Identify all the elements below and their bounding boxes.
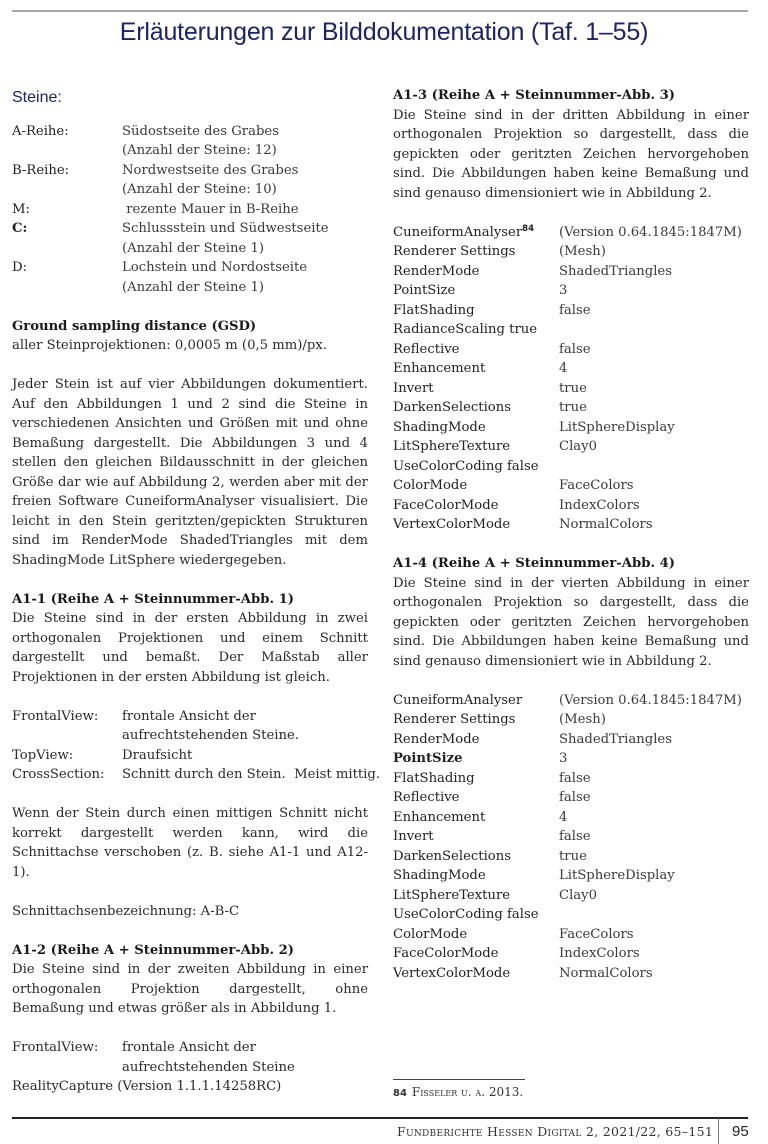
settings-list-a1-4 <box>393 691 749 984</box>
setting-key: VertexColorMode <box>393 965 511 981</box>
setting-key: FlatShading <box>393 770 475 786</box>
setting-value: (Mesh) <box>559 244 606 259</box>
setting-key: FaceColorMode <box>393 497 499 513</box>
view-def: frontale Ansicht der aufrechtstehenden Steine. <box>122 708 299 743</box>
setting-key: Reflective <box>393 341 460 357</box>
top-rule <box>12 10 748 12</box>
setting-key: PointSize <box>393 283 456 298</box>
axis-label: Schnittachsenbezeichnung: A-B-C <box>12 903 240 919</box>
setting-key: LitSphereTexture <box>393 439 511 454</box>
setting-value: 4 <box>559 361 568 376</box>
setting-key: ColorMode <box>393 926 468 942</box>
setting-key: RenderMode <box>393 263 480 279</box>
footnote-text: Fisseler u. a. 2013. <box>411 1085 524 1099</box>
setting-value: NormalColors <box>559 517 653 532</box>
setting-value: true <box>559 400 587 415</box>
footnote-rule <box>393 1079 525 1080</box>
setting-value: FaceColors <box>559 478 634 493</box>
section-text-a1-2: Die Steine sind in der zweiten Abbildung in einer orthogonalen Projektion dargestellt, ohne Bemaßung und etwas größer als in Abbildung 1. <box>12 962 368 1016</box>
section-text-a1-4: Die Steine sind in der vierten Abbildung in einer orthogonalen Projektion so dargestellt, dass die gepickten oder geritzten Zeichen hervorgehoben sind. Die Abbildungen haben keine Bemaßung und sind genauso dimensioniert wie in Abbildung 2. <box>393 575 749 669</box>
view-term: CrossSection: <box>12 767 105 782</box>
setting-value: (Version 0.64.1845:1847M) <box>559 224 742 240</box>
setting-key: CuneiformAnalyser <box>393 692 523 708</box>
section-heading-a1-2: A1-2 (Reihe A + Steinnummer-Abb. 2) <box>12 942 295 958</box>
setting-value: IndexColors <box>559 946 640 961</box>
setting-value: (Version 0.64.1845:1847M) <box>559 692 742 708</box>
steine-def: Südostseite des Grabes (Anzahl der Steine: 12) <box>122 123 279 158</box>
setting-value: 3 <box>559 751 568 766</box>
page-title: Erläuterungen zur Bilddokumentation (Taf. 1–55) <box>119 18 649 46</box>
right-column <box>393 86 749 983</box>
steine-list <box>12 122 368 298</box>
steine-def: Schlussstein und Südwestseite (Anzahl der Steine 1) <box>122 221 329 256</box>
setting-key: ShadingMode <box>393 419 486 435</box>
page-number: 95 <box>732 1123 749 1140</box>
setting-key: DarkenSelections <box>393 400 511 415</box>
setting-value: false <box>559 302 591 318</box>
setting-key: Reflective <box>393 790 460 805</box>
setting-value: false <box>559 829 591 844</box>
setting-key: FlatShading <box>393 302 475 318</box>
setting-key: Enhancement <box>393 361 486 376</box>
setting-key: UseColorCoding false <box>393 907 539 922</box>
setting-value: 3 <box>559 283 568 298</box>
steine-def: rezente Mauer in B-Reihe <box>122 201 299 217</box>
steine-term: A-Reihe: <box>12 123 69 139</box>
settings-list-a1-3 <box>393 223 749 535</box>
section-text-a1-1: Die Steine sind in der ersten Abbildung in zwei orthogonalen Projektionen und einem Schnitt dargestellt und bemaßt. Der Maßstab aller Projektionen in der ersten Abbildung ist gleich. <box>12 611 368 685</box>
setting-key: Invert <box>393 829 434 844</box>
view-term: FrontalView: <box>12 708 99 724</box>
setting-value: NormalColors <box>559 965 653 981</box>
setting-key: RenderMode <box>393 731 480 747</box>
setting-value: ShadedTriangles <box>559 731 672 747</box>
footer-journal: Fundberichte Hessen Digital 2, 2021/22, 65–151 <box>397 1124 714 1139</box>
gsd-heading: Ground sampling distance (GSD) <box>12 318 257 334</box>
section-heading-a1-4: A1-4 (Reihe A + Steinnummer-Abb. 4) <box>393 556 676 571</box>
setting-key: Renderer Settings <box>393 712 516 727</box>
steine-def: Lochstein und Nordostseite (Anzahl der Steine 1) <box>122 260 308 295</box>
setting-key: Renderer Settings <box>393 244 516 259</box>
footer-separator <box>718 1118 719 1144</box>
setting-key: CuneiformAnalyser$^{84}$ <box>393 223 534 240</box>
section-text-a1-3: Die Steine sind in der dritten Abbildung in einer orthogonalen Projektion so dargestellt, dass die gepickten oder geritzten Zeichen hervorgehoben sind. Die Abbildungen haben keine Bemaßung und sind genauso dimensioniert wie in Abbildung 2. <box>393 107 749 201</box>
left-column <box>12 86 381 1097</box>
section-heading-a1-3: A1-3 (Reihe A + Steinnummer-Abb. 3) <box>393 88 676 103</box>
setting-value: true <box>559 848 587 864</box>
view-def: Schnitt durch den Stein. Meist mittig. <box>122 767 381 782</box>
view-def: frontale Ansicht der aufrechtstehenden Steine <box>122 1040 295 1075</box>
view-term: TopView: <box>12 747 74 763</box>
setting-key: ColorMode <box>393 478 468 493</box>
setting-key: FaceColorMode <box>393 946 499 961</box>
setting-value: Clay0 <box>559 439 598 454</box>
setting-value: Clay0 <box>559 887 598 903</box>
footnote-ref[interactable]: 84 <box>522 223 534 234</box>
setting-value: ShadedTriangles <box>559 263 672 279</box>
setting-value: FaceColors <box>559 926 634 942</box>
setting-key: LitSphereTexture <box>393 887 511 903</box>
setting-value: false <box>559 790 591 805</box>
setting-key: VertexColorMode <box>393 517 511 532</box>
setting-value: LitSphereDisplay <box>559 419 675 435</box>
setting-value: 4 <box>559 809 568 825</box>
steine-term: M: <box>12 201 30 217</box>
footer-rule <box>12 1117 748 1119</box>
setting-value: (Mesh) <box>559 712 606 727</box>
view-term: FrontalView: <box>12 1040 99 1055</box>
setting-value: true <box>559 380 587 396</box>
views-list-a1-1 <box>12 707 381 785</box>
section-note-a1-1: Wenn der Stein durch einen mittigen Schnitt nicht korrekt dargestellt werden kann, wird die Schnittachse verschoben (z. B. siehe A1-1 und A12-1). <box>12 806 368 880</box>
intro-paragraph: Jeder Stein ist auf vier Abbildungen dokumentiert. Auf den Abbildungen 1 und 2 sind die Steine in verschiedenen Ansichten und Größen mit und ohne Bemaßung dargestellt. Die Abbildungen 3 und 4 stellen den gleichen Bildausschnitt in der gleichen Größe dar wie auf Abbildung 2, werden aber mit der freien Software CuneiformAnalyser visualisiert. Die leicht in den Stein geritzten/gepickten Strukturen sind im RenderMode ShadedTriangles mit dem ShadingMode LitSphere wiedergegeben. <box>12 377 368 568</box>
setting-key: Enhancement <box>393 809 486 825</box>
setting-value: false <box>559 770 591 786</box>
footnote-number: 84 <box>393 1088 407 1099</box>
steine-term: B-Reihe: <box>12 162 70 178</box>
setting-value: LitSphereDisplay <box>559 868 675 883</box>
setting-value: IndexColors <box>559 497 640 513</box>
gsd-text: aller Steinprojektionen: 0,0005 m (0,5 mm)/px. <box>12 338 327 353</box>
software-line: RealityCapture (Version 1.1.1.14258RC) <box>12 1079 282 1094</box>
steine-term: C: <box>12 221 28 236</box>
steine-term: D: <box>12 260 28 275</box>
footnote <box>393 1085 523 1099</box>
setting-key: Invert <box>393 380 434 396</box>
setting-key: PointSize <box>393 751 463 766</box>
steine-heading: Steine: <box>12 89 62 106</box>
views-list-a1-2 <box>12 1038 368 1077</box>
view-def: Draufsicht <box>122 747 193 763</box>
setting-key: UseColorCoding false <box>393 458 539 474</box>
setting-key: RadianceScaling true <box>393 322 538 337</box>
steine-def: Nordwestseite des Grabes (Anzahl der Steine: 10) <box>122 162 299 197</box>
setting-key: DarkenSelections <box>393 848 511 864</box>
section-heading-a1-1: A1-1 (Reihe A + Steinnummer-Abb. 1) <box>12 591 295 607</box>
setting-value: false <box>559 341 591 357</box>
setting-key: ShadingMode <box>393 868 486 883</box>
